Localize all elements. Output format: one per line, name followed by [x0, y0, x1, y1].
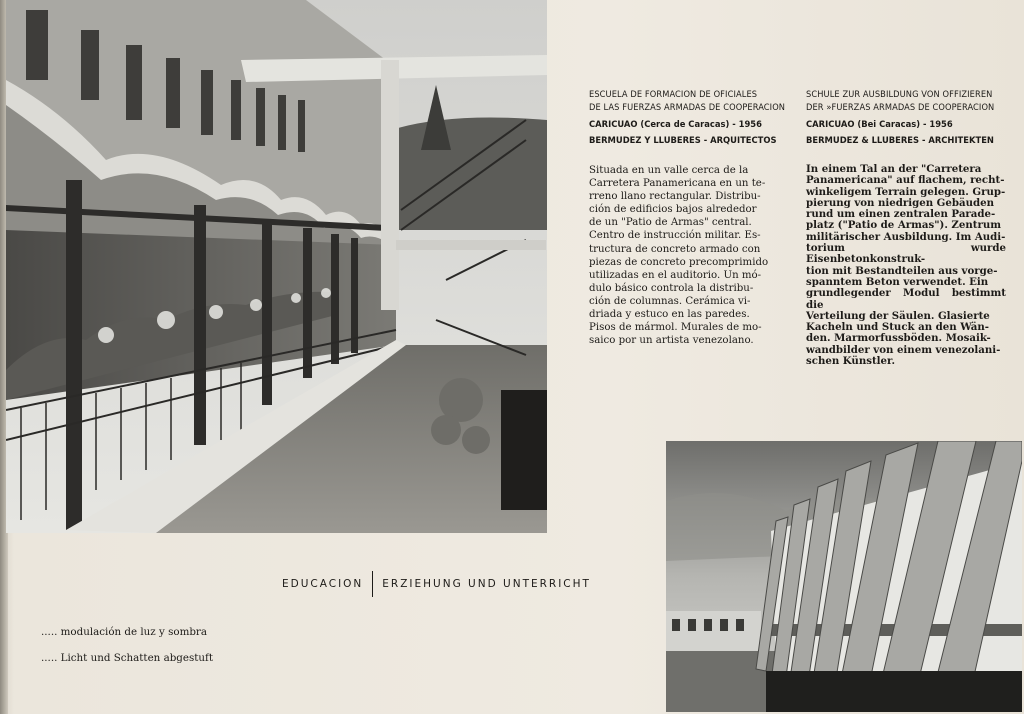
section-label-spanish: EDUCACION	[282, 578, 364, 590]
german-title-line-2: DER »FUERZAS ARMADAS DE COOPERACION	[806, 102, 995, 113]
spanish-title-line-2: DE LAS FUERZAS ARMADAS DE COOPERACION	[589, 102, 786, 113]
spanish-title-line-1: ESCUELA DE FORMACION DE OFICIALES	[589, 89, 758, 100]
german-text-column	[806, 88, 1006, 367]
german-architects: BERMUDEZ & LLUBERES - ARCHITEKTEN	[806, 135, 994, 145]
section-label	[282, 571, 591, 597]
spanish-description: Situada en un valle cerca de la Carretera Panamericana en un te- rreno llano rectangular. Distribu- ción de edificios bajos alrededor de un "Patio de Armas" central. Centro de instrucción militar. Es- tructura de concreto armado con piezas de concreto precomprimido utilizadas en el auditorio. Un mó- dulo básico controla la distribu- ción de columnas. Cerámica vi- driada y estuco en las paredes. Pisos de mármol. Murales de mo- saico por un artista venezolano.	[589, 165, 769, 347]
secondary-photograph-fins	[666, 441, 1022, 712]
caption-german: ..... Licht und Schatten abgestuft	[41, 652, 213, 664]
spanish-architects: BERMUDEZ Y LLUBERES - ARQUITECTOS	[589, 135, 777, 145]
german-location-year: CARICUAO (Bei Caracas) - 1956	[806, 119, 953, 129]
spanish-text-column	[589, 88, 789, 347]
german-title-line-1: SCHULE ZUR AUSBILDUNG VON OFFIZIEREN	[806, 89, 993, 100]
german-description: In einem Tal an der "Carretera Panamericana" auf flachem, recht- winkeligem Terrain gelegen. Grup- pierung von niedrigen Gebäuden rund um einen zentralen Parade- platz ("Patio de Armas"). Zentrum militärischer Ausbildung. Im Audi- torium wurde Eisenbetonkonstruk- tion mit Bestandteilen aus vorge- spanntem Beton verwendet. Ein grundlegender Modul bestimmt die Verteilung der Säulen. Glasierte Kacheln und Stuck an den Wän- den. Marmorfussböden. Mosaik- wandbilder von einem venezolani- schen Künstler.	[806, 163, 1006, 368]
section-divider	[372, 571, 373, 597]
caption-spanish: ..... modulación de luz y sombra	[41, 626, 207, 638]
main-photograph-colonnade	[6, 0, 547, 533]
section-label-german: ERZIEHUNG UND UNTERRICHT	[382, 578, 591, 590]
spanish-location-year: CARICUAO (Cerca de Caracas) - 1956	[589, 119, 762, 129]
